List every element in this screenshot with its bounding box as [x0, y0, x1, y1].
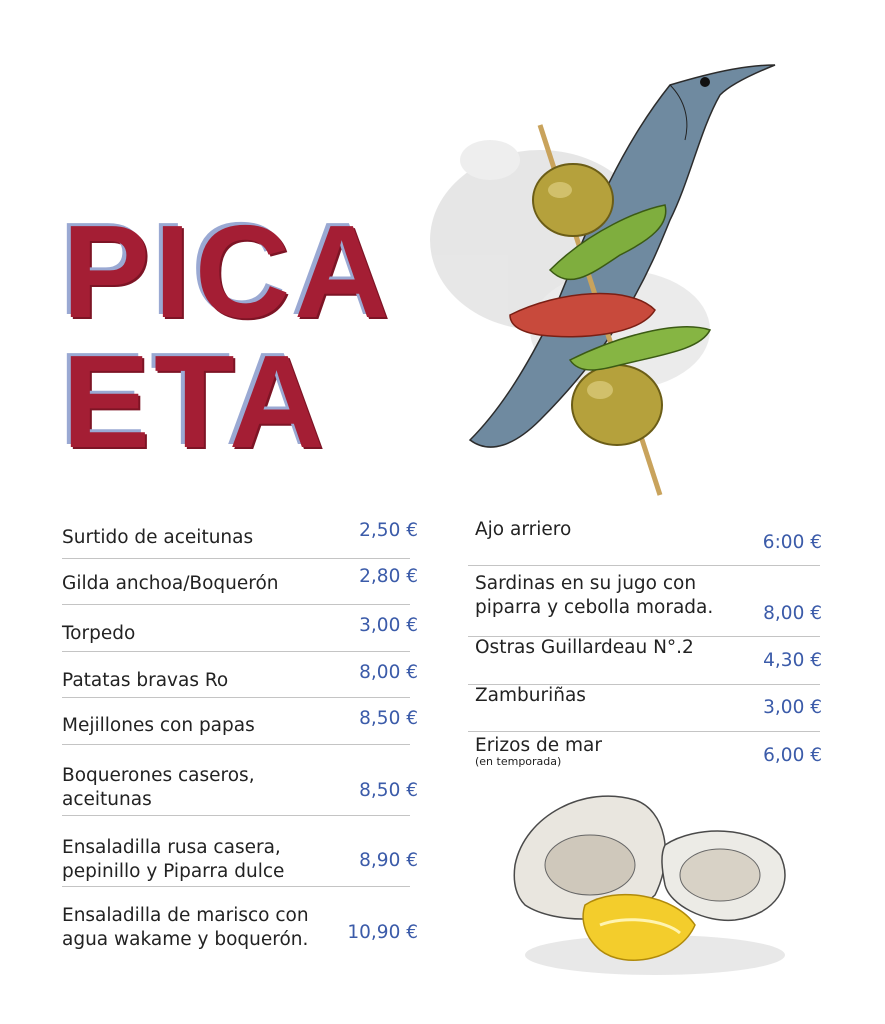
menu-item [475, 734, 602, 768]
menu-item-price: 3,00 € [763, 697, 822, 718]
menu-item-price: 2,50 € [359, 520, 418, 541]
menu-divider [62, 604, 410, 605]
menu-item-name: Zamburiñas [475, 685, 586, 706]
menu-item-note: (en temporada) [475, 755, 562, 768]
menu-item-price: 2,80 € [359, 566, 418, 587]
menu-item-price: 10,90 € [347, 922, 418, 943]
page-title-line-1: PICA [62, 198, 394, 345]
menu-item [62, 714, 255, 738]
menu-item-name: piparra y cebolla morada. [475, 597, 714, 618]
menu-divider [468, 731, 820, 732]
menu-item-name: Ensaladilla de marisco con [62, 905, 309, 926]
menu-divider [62, 651, 410, 652]
menu-item-name: Surtido de aceitunas [62, 527, 254, 548]
menu-item-price: 8,90 € [359, 850, 418, 871]
menu-item-price: 6,00 € [763, 745, 822, 766]
menu-item-name: Ostras Guillardeau N°.2 [475, 637, 694, 658]
menu-item-price: 4,30 € [763, 650, 822, 671]
menu-item-price: 3,00 € [359, 615, 418, 636]
page-title-line-2: ETA [62, 328, 329, 475]
menu-item-name: Patatas bravas Ro [62, 670, 229, 691]
menu-item [475, 684, 586, 708]
menu-item [62, 904, 309, 952]
menu-item [62, 764, 255, 812]
menu-item [62, 572, 279, 596]
menu-item [62, 669, 228, 693]
menu-item-name: agua wakame y boquerón. [62, 929, 309, 950]
menu-item-name: Ajo arriero [475, 519, 572, 540]
menu-item [475, 636, 694, 660]
menu-item [475, 572, 713, 620]
menu-item [62, 622, 135, 646]
bird-eye [700, 77, 710, 87]
menu-item [62, 526, 253, 550]
menu-item-price: 8,50 € [359, 780, 418, 801]
menu-divider [62, 744, 410, 745]
menu-item-price: 8,00 € [359, 662, 418, 683]
menu-item-name: Torpedo [62, 623, 136, 644]
menu-item-price: 6:00 € [762, 532, 822, 553]
oysters-illustration [505, 775, 795, 990]
menu-item-name: Gilda anchoa/Boquerón [62, 573, 279, 594]
bird-skewer-illustration [420, 40, 780, 500]
menu-item-name: Sardinas en su jugo con [475, 573, 697, 594]
menu-item-name: pepinillo y Piparra dulce [62, 861, 285, 882]
menu-divider [468, 565, 820, 566]
olive-top [533, 164, 613, 236]
menu-item [475, 518, 571, 542]
menu-divider [62, 697, 410, 698]
olive-bottom [572, 365, 662, 445]
menu-item-name: Mejillones con papas [62, 715, 255, 736]
menu-item-name: Ensaladilla rusa casera, [62, 837, 281, 858]
menu-item [62, 836, 284, 884]
menu-divider [62, 558, 410, 559]
menu-item-price: 8,00 € [763, 603, 822, 624]
menu-item-name: Erizos de mar [475, 735, 602, 756]
menu-item-name: aceitunas [62, 789, 152, 810]
menu-divider [62, 815, 410, 816]
menu-item-price: 8,50 € [359, 708, 418, 729]
menu-divider [62, 886, 410, 887]
menu-item-name: Boquerones caseros, [62, 765, 255, 786]
